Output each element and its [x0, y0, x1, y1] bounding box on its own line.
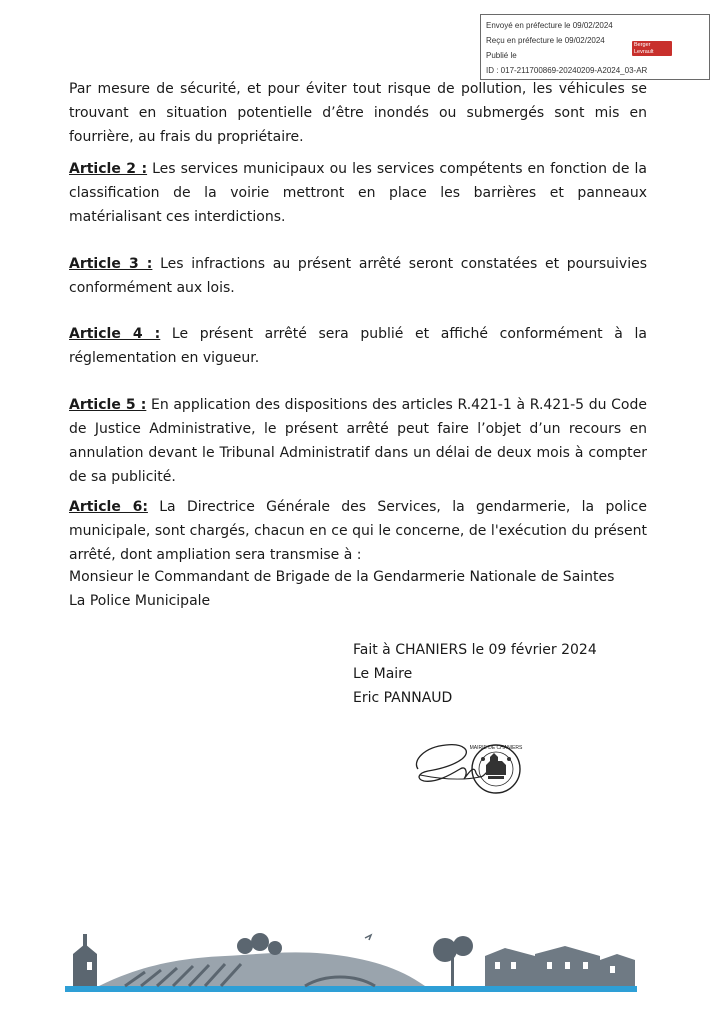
prefecture-stamp — [480, 14, 710, 80]
article-3-label: Article 3 : — [69, 256, 153, 272]
signature-and-seal — [410, 735, 530, 797]
stamp-sent: Envoyé en préfecture le 09/02/2024 — [486, 21, 613, 30]
article-4-text: Le présent arrêté sera publié et affiché conformément à la réglementation en vigueur. — [69, 326, 647, 366]
stamp-published: Publié le — [486, 51, 517, 60]
church-icon — [73, 944, 97, 986]
river-band — [65, 986, 637, 992]
article-2-label: Article 2 : — [69, 161, 148, 177]
recipient-police: La Police Municipale — [69, 593, 211, 609]
mayor-name: Eric PANNAUD — [353, 690, 453, 706]
place-date: Fait à CHANIERS le 09 février 2024 — [353, 642, 597, 658]
intro-paragraph: Par mesure de sécurité, et pour éviter tout risque de pollution, les véhicules se trouvant en situation potentielle d’être inondés ou submergés sont mis en fourrière, au frais du propriétaire. — [69, 81, 647, 145]
article-4 — [69, 322, 647, 370]
stamp-received: Reçu en préfecture le 09/02/2024 — [486, 36, 605, 45]
article-3-text: Les infractions au présent arrêté seront constatées et poursuivies conformément aux lois. — [69, 256, 647, 296]
article-2-text: Les services municipaux ou les services compétents en fonction de la classification de la voirie mettront en place les barrières et panneaux matérialisant ces interdictions. — [69, 161, 647, 225]
article-6-text: La Directrice Générale des Services, la gendarmerie, la police municipale, sont chargés, chacun en ce qui le concerne, de l'exécution du présent arrêté, dont ampliation sera transmise à : — [69, 499, 647, 563]
bird-icon — [365, 935, 371, 940]
berger-levrault-badge: Berger Levrault — [632, 41, 672, 56]
article-5-label: Article 5 : — [69, 397, 147, 413]
article-6-label: Article 6: — [69, 499, 148, 515]
stamp-id: ID : 017-211700869-20240209-A2024_03-AR — [486, 66, 648, 75]
article-5-text: En application des dispositions des articles R.421-1 à R.421-5 du Code de Justice Administrative, le présent arrêté peut faire l’objet d’un recours en annulation devant le Tribunal Administratif dans un délai de deux mois à compter de sa publicité. — [69, 397, 647, 485]
article-5 — [69, 393, 647, 489]
mayor-role: Le Maire — [353, 666, 413, 682]
article-4-label: Article 4 : — [69, 326, 161, 342]
article-3 — [69, 252, 647, 300]
article-2 — [69, 157, 647, 229]
recipient-gendarmerie: Monsieur le Commandant de Brigade de la Gendarmerie Nationale de Saintes — [69, 569, 615, 585]
svg-text:MAIRIE DE CHANIERS: MAIRIE DE CHANIERS — [469, 745, 523, 751]
landscape-footer-banner — [65, 928, 637, 996]
mairie-seal-icon — [470, 745, 523, 793]
article-6 — [69, 495, 647, 567]
tree-icon — [237, 938, 253, 954]
